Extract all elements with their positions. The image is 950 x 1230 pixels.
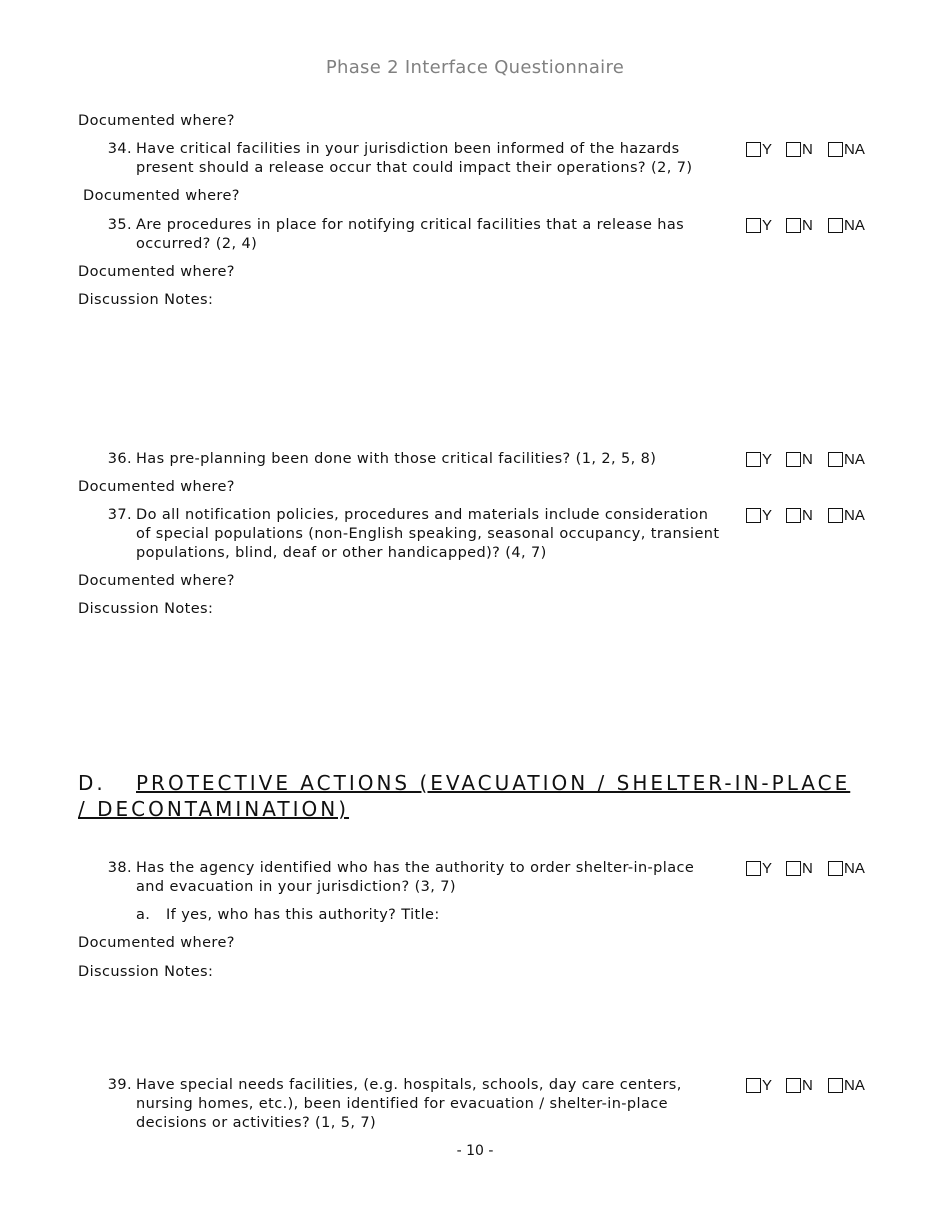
page-header-title: Phase 2 Interface Questionnaire bbox=[325, 57, 625, 78]
option-no-label: N bbox=[802, 1077, 813, 1094]
checkbox-yes[interactable] bbox=[746, 508, 761, 523]
question-number: 39. bbox=[107, 1077, 132, 1093]
discussion-notes-label: Discussion Notes: bbox=[78, 601, 214, 617]
question-number: 36. bbox=[107, 451, 132, 467]
checkbox-no[interactable] bbox=[786, 1078, 801, 1093]
question-text-line: Have special needs facilities, (e.g. hospitals, schools, day care centers, bbox=[136, 1077, 682, 1093]
option-na-label: NA bbox=[844, 451, 865, 468]
sub-item-label: a. bbox=[136, 907, 151, 923]
question-text-line: and evacuation in your jurisdiction? (3, 7) bbox=[136, 879, 456, 895]
question-34 bbox=[106, 140, 736, 180]
documented-where-label: Documented where? bbox=[78, 113, 235, 129]
option-no-label: N bbox=[802, 217, 813, 234]
documented-where-label: Documented where? bbox=[78, 264, 235, 280]
question-text-line: Are procedures in place for notifying critical facilities that a release has bbox=[136, 217, 685, 233]
discussion-notes-label: Discussion Notes: bbox=[78, 292, 214, 308]
checkbox-na[interactable] bbox=[828, 218, 843, 233]
checkbox-yes[interactable] bbox=[746, 861, 761, 876]
section-title-line1: PROTECTIVE ACTIONS (EVACUATION / SHELTER-IN-PLACE bbox=[136, 771, 851, 795]
section-d-heading bbox=[78, 770, 850, 822]
option-yes-label: Y bbox=[762, 217, 773, 234]
checkbox-no[interactable] bbox=[786, 508, 801, 523]
option-na-label: NA bbox=[844, 217, 865, 234]
section-title-line2: / DECONTAMINATION) bbox=[78, 797, 350, 821]
section-d-heading-line1 bbox=[78, 770, 850, 796]
question-39 bbox=[106, 1076, 736, 1136]
question-36 bbox=[106, 450, 736, 470]
question-text-line: occurred? (2, 4) bbox=[136, 236, 258, 252]
checkbox-yes[interactable] bbox=[746, 218, 761, 233]
question-text-line: decisions or activities? (1, 5, 7) bbox=[136, 1115, 377, 1131]
question-text-line: nursing homes, etc.), been identified for evacuation / shelter-in-place bbox=[136, 1096, 668, 1112]
option-na-label: NA bbox=[844, 860, 865, 877]
question-35 bbox=[106, 216, 736, 256]
checkbox-na[interactable] bbox=[828, 1078, 843, 1093]
checkbox-no[interactable] bbox=[786, 218, 801, 233]
checkbox-no[interactable] bbox=[786, 452, 801, 467]
answer-options-36 bbox=[746, 452, 876, 470]
option-yes-label: Y bbox=[762, 507, 773, 524]
discussion-notes-label: Discussion Notes: bbox=[78, 964, 214, 980]
question-37 bbox=[106, 506, 736, 566]
question-text-line: Have critical facilities in your jurisdiction been informed of the hazards bbox=[136, 141, 680, 157]
question-text-line: of special populations (non-English speaking, seasonal occupancy, transient bbox=[136, 526, 720, 542]
option-yes-label: Y bbox=[762, 141, 773, 158]
checkbox-no[interactable] bbox=[786, 861, 801, 876]
option-yes-label: Y bbox=[762, 451, 773, 468]
documented-where-label: Documented where? bbox=[78, 935, 235, 951]
option-na-label: NA bbox=[844, 1077, 865, 1094]
checkbox-na[interactable] bbox=[828, 508, 843, 523]
option-yes-label: Y bbox=[762, 860, 773, 877]
checkbox-yes[interactable] bbox=[746, 452, 761, 467]
page-number: - 10 - bbox=[456, 1143, 494, 1159]
option-na-label: NA bbox=[844, 507, 865, 524]
option-no-label: N bbox=[802, 141, 813, 158]
documented-where-label: Documented where? bbox=[78, 573, 235, 589]
documented-where-label: Documented where? bbox=[78, 479, 235, 495]
option-no-label: N bbox=[802, 507, 813, 524]
answer-options-39 bbox=[746, 1078, 876, 1096]
section-letter: D. bbox=[78, 771, 106, 795]
checkbox-na[interactable] bbox=[828, 452, 843, 467]
question-text-line: populations, blind, deaf or other handicapped)? (4, 7) bbox=[136, 545, 547, 561]
option-no-label: N bbox=[802, 860, 813, 877]
question-number: 38. bbox=[107, 860, 132, 876]
question-38-sub-a bbox=[136, 906, 736, 926]
question-38 bbox=[106, 859, 736, 899]
option-na-label: NA bbox=[844, 141, 865, 158]
option-no-label: N bbox=[802, 451, 813, 468]
documented-where-label: Documented where? bbox=[83, 188, 240, 204]
question-text-line: present should a release occur that could impact their operations? (2, 7) bbox=[136, 160, 693, 176]
question-text-line: Has the agency identified who has the authority to order shelter-in-place bbox=[136, 860, 695, 876]
checkbox-yes[interactable] bbox=[746, 1078, 761, 1093]
option-yes-label: Y bbox=[762, 1077, 773, 1094]
answer-options-34 bbox=[746, 142, 876, 160]
question-text-line: Do all notification policies, procedures and materials include consideration bbox=[136, 507, 709, 523]
checkbox-no[interactable] bbox=[786, 142, 801, 157]
answer-options-35 bbox=[746, 218, 876, 236]
question-number: 37. bbox=[107, 507, 132, 523]
question-number: 34. bbox=[107, 141, 132, 157]
checkbox-na[interactable] bbox=[828, 861, 843, 876]
checkbox-yes[interactable] bbox=[746, 142, 761, 157]
answer-options-38 bbox=[746, 861, 876, 879]
sub-item-text: If yes, who has this authority? Title: bbox=[166, 907, 440, 923]
answer-options-37 bbox=[746, 508, 876, 526]
checkbox-na[interactable] bbox=[828, 142, 843, 157]
question-number: 35. bbox=[107, 217, 132, 233]
question-text-line: Has pre-planning been done with those critical facilities? (1, 2, 5, 8) bbox=[136, 451, 657, 467]
